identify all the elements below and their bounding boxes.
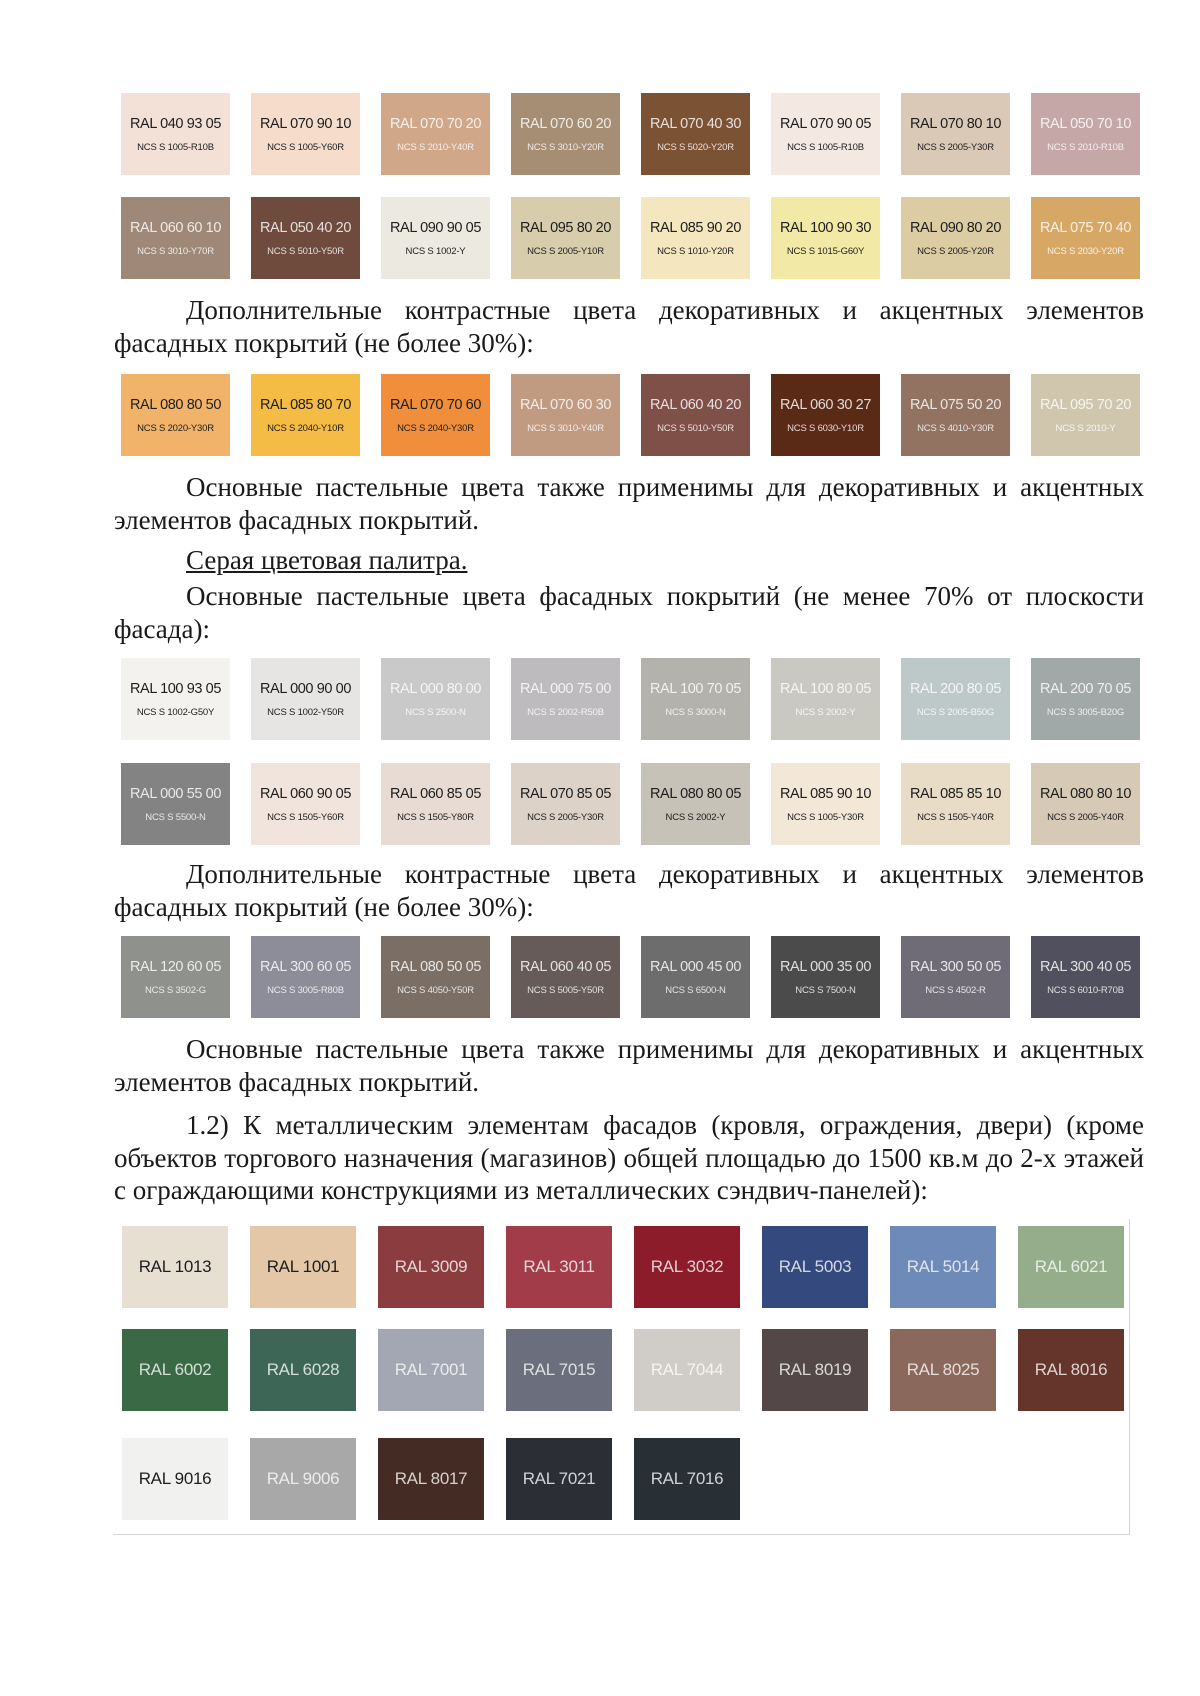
swatch-ncs-code: NCS S 1005-R10B bbox=[787, 141, 864, 153]
metal-color-swatch bbox=[1018, 1329, 1124, 1411]
metal-color-swatch bbox=[122, 1438, 228, 1520]
color-swatch bbox=[901, 374, 1010, 456]
swatch-ral-code: RAL 8025 bbox=[906, 1360, 980, 1379]
color-swatch bbox=[771, 763, 880, 845]
color-swatch bbox=[641, 936, 750, 1018]
metal-color-swatch bbox=[250, 1329, 356, 1411]
swatch-ral-code: RAL 060 60 10 bbox=[129, 219, 221, 236]
swatch-ral-code: RAL 060 85 05 bbox=[389, 785, 481, 802]
swatch-ncs-code: NCS S 3005-R80B bbox=[267, 984, 344, 996]
paragraph-warm-pastel-note: Основные пастельные цвета также применимы для декоративных и акцентных элементов фасадных покрытий. bbox=[114, 472, 1144, 535]
swatch-ncs-code: NCS S 2020-Y30R bbox=[137, 422, 214, 434]
swatch-ral-code: RAL 085 85 10 bbox=[909, 785, 1001, 802]
swatch-ncs-code: NCS S 2005-Y10R bbox=[527, 245, 604, 257]
swatch-ral-code: RAL 7016 bbox=[650, 1469, 724, 1488]
swatch-ral-code: RAL 200 80 05 bbox=[909, 680, 1001, 697]
color-swatch bbox=[251, 936, 360, 1018]
swatch-ral-code: RAL 075 70 40 bbox=[1039, 219, 1131, 236]
swatch-ral-code: RAL 100 93 05 bbox=[129, 680, 221, 697]
swatch-ral-code: RAL 070 60 30 bbox=[519, 396, 611, 413]
color-swatch bbox=[381, 658, 490, 740]
swatch-ral-code: RAL 300 50 05 bbox=[909, 958, 1001, 975]
color-swatch bbox=[641, 763, 750, 845]
swatch-ral-code: RAL 7021 bbox=[522, 1469, 596, 1488]
metal-color-swatch bbox=[378, 1226, 484, 1308]
color-swatch bbox=[1031, 763, 1140, 845]
color-swatch bbox=[1031, 374, 1140, 456]
swatch-ral-code: RAL 000 80 00 bbox=[389, 680, 481, 697]
swatch-ncs-code: NCS S 2040-Y10R bbox=[267, 422, 344, 434]
swatch-ncs-code: NCS S 2040-Y30R bbox=[397, 422, 474, 434]
paragraph-gray-pastel-intro: Основные пастельные цвета фасадных покрытий (не менее 70% от плоскости фасада): bbox=[114, 581, 1144, 644]
metal-swatch-row-1 bbox=[122, 1226, 1124, 1308]
metal-swatch-row-2 bbox=[122, 1329, 1124, 1411]
swatch-ral-code: RAL 085 90 10 bbox=[779, 785, 871, 802]
swatch-ncs-code: NCS S 2010-R10B bbox=[1047, 141, 1124, 153]
color-swatch bbox=[121, 658, 230, 740]
color-swatch bbox=[251, 374, 360, 456]
swatch-ral-code: RAL 120 60 05 bbox=[129, 958, 221, 975]
swatch-ral-code: RAL 075 50 20 bbox=[909, 396, 1001, 413]
swatch-ncs-code: NCS S 1002-Y50R bbox=[267, 706, 344, 718]
swatch-ncs-code: NCS S 2005-Y20R bbox=[917, 245, 994, 257]
color-swatch bbox=[771, 936, 880, 1018]
color-swatch bbox=[511, 93, 620, 175]
metal-color-swatch bbox=[762, 1329, 868, 1411]
color-swatch bbox=[381, 197, 490, 279]
swatch-ral-code: RAL 000 35 00 bbox=[779, 958, 871, 975]
color-swatch bbox=[121, 936, 230, 1018]
paragraph-gray-pastel-note: Основные пастельные цвета также применимы для декоративных и акцентных элементов фасадных покрытий. bbox=[114, 1034, 1144, 1097]
swatch-ral-code: RAL 060 40 05 bbox=[519, 958, 611, 975]
metal-color-swatch bbox=[506, 1438, 612, 1520]
swatch-ral-code: RAL 5014 bbox=[906, 1257, 980, 1276]
swatch-ncs-code: NCS S 1005-R10B bbox=[137, 141, 214, 153]
swatch-ncs-code: NCS S 1015-G60Y bbox=[786, 245, 865, 257]
color-swatch bbox=[121, 374, 230, 456]
swatch-ncs-code: NCS S 1505-Y60R bbox=[267, 811, 344, 823]
swatch-ncs-code: NCS S 1005-Y60R bbox=[267, 141, 344, 153]
color-swatch bbox=[1031, 93, 1140, 175]
swatch-ral-code: RAL 095 70 20 bbox=[1039, 396, 1131, 413]
swatch-ral-code: RAL 6002 bbox=[138, 1360, 212, 1379]
color-swatch bbox=[511, 197, 620, 279]
swatch-ncs-code: NCS S 3005-B20G bbox=[1046, 706, 1125, 718]
color-swatch bbox=[121, 93, 230, 175]
swatch-ral-code: RAL 060 30 27 bbox=[779, 396, 871, 413]
swatch-ncs-code: NCS S 2005-Y40R bbox=[1047, 811, 1124, 823]
swatch-ncs-code: NCS S 5005-Y50R bbox=[527, 984, 604, 996]
swatch-ncs-code: NCS S 1010-Y20R bbox=[657, 245, 734, 257]
swatch-ncs-code: NCS S 6030-Y10R bbox=[787, 422, 864, 434]
swatch-ral-code: RAL 070 40 30 bbox=[649, 115, 741, 132]
swatch-ncs-code: NCS S 6500-N bbox=[665, 984, 726, 996]
swatch-ral-code: RAL 100 90 30 bbox=[779, 219, 871, 236]
color-swatch bbox=[901, 197, 1010, 279]
swatch-ral-code: RAL 080 50 05 bbox=[389, 958, 481, 975]
swatch-ncs-code: NCS S 4050-Y50R bbox=[397, 984, 474, 996]
metal-color-swatch bbox=[890, 1329, 996, 1411]
swatch-ncs-code: NCS S 7500-N bbox=[795, 984, 856, 996]
swatch-ral-code: RAL 080 80 50 bbox=[129, 396, 221, 413]
swatch-ncs-code: NCS S 1505-Y40R bbox=[917, 811, 994, 823]
swatch-ral-code: RAL 100 80 05 bbox=[779, 680, 871, 697]
color-swatch bbox=[121, 197, 230, 279]
color-swatch bbox=[121, 763, 230, 845]
swatch-ral-code: RAL 7001 bbox=[394, 1360, 468, 1379]
color-swatch bbox=[901, 936, 1010, 1018]
swatch-ral-code: RAL 1013 bbox=[138, 1257, 212, 1276]
swatch-ncs-code: NCS S 5020-Y20R bbox=[657, 141, 734, 153]
gray-accent-swatch-row bbox=[121, 936, 1140, 1018]
swatch-ncs-code: NCS S 2002-Y bbox=[665, 811, 726, 823]
swatch-ral-code: RAL 070 70 20 bbox=[389, 115, 481, 132]
swatch-ral-code: RAL 085 90 20 bbox=[649, 219, 741, 236]
color-swatch bbox=[251, 197, 360, 279]
swatch-ncs-code: NCS S 1505-Y80R bbox=[397, 811, 474, 823]
swatch-ral-code: RAL 090 80 20 bbox=[909, 219, 1001, 236]
swatch-ral-code: RAL 3011 bbox=[523, 1257, 595, 1276]
color-swatch bbox=[901, 763, 1010, 845]
color-swatch bbox=[771, 93, 880, 175]
swatch-ncs-code: NCS S 2002-R50B bbox=[527, 706, 604, 718]
metal-color-swatch bbox=[890, 1226, 996, 1308]
swatch-ral-code: RAL 090 90 05 bbox=[389, 219, 481, 236]
color-swatch bbox=[771, 374, 880, 456]
gray-palette-heading: Серая цветовая палитра. bbox=[186, 545, 468, 575]
swatch-ncs-code: NCS S 2030-Y20R bbox=[1047, 245, 1124, 257]
color-swatch bbox=[511, 936, 620, 1018]
swatch-ncs-code: NCS S 1005-Y30R bbox=[787, 811, 864, 823]
swatch-ral-code: RAL 1001 bbox=[266, 1257, 340, 1276]
swatch-ral-code: RAL 040 93 05 bbox=[129, 115, 221, 132]
swatch-ral-code: RAL 070 85 05 bbox=[519, 785, 611, 802]
swatch-ncs-code: NCS S 4010-Y30R bbox=[917, 422, 994, 434]
metal-color-swatch bbox=[122, 1226, 228, 1308]
swatch-ral-code: RAL 6028 bbox=[266, 1360, 340, 1379]
swatch-ral-code: RAL 8019 bbox=[778, 1360, 852, 1379]
color-swatch bbox=[381, 374, 490, 456]
swatch-ncs-code: NCS S 1002-G50Y bbox=[136, 706, 215, 718]
swatch-ral-code: RAL 070 80 10 bbox=[909, 115, 1001, 132]
swatch-ral-code: RAL 000 55 00 bbox=[129, 785, 221, 802]
swatch-ral-code: RAL 070 90 05 bbox=[779, 115, 871, 132]
swatch-ncs-code: NCS S 2010-Y bbox=[1055, 422, 1116, 434]
swatch-ral-code: RAL 070 60 20 bbox=[519, 115, 611, 132]
swatch-ral-code: RAL 000 45 00 bbox=[649, 958, 741, 975]
swatch-ral-code: RAL 3032 bbox=[650, 1257, 724, 1276]
color-swatch bbox=[251, 658, 360, 740]
metal-color-swatch bbox=[762, 1226, 868, 1308]
metal-color-swatch bbox=[378, 1438, 484, 1520]
swatch-ral-code: RAL 070 70 60 bbox=[389, 396, 481, 413]
metal-color-panel bbox=[113, 1219, 1130, 1535]
color-swatch bbox=[381, 936, 490, 1018]
color-swatch bbox=[641, 197, 750, 279]
color-swatch bbox=[641, 658, 750, 740]
metal-color-swatch bbox=[634, 1329, 740, 1411]
color-swatch bbox=[641, 93, 750, 175]
metal-color-swatch bbox=[378, 1329, 484, 1411]
swatch-ncs-code: NCS S 3010-Y70R bbox=[137, 245, 214, 257]
swatch-ral-code: RAL 9006 bbox=[266, 1469, 340, 1488]
metal-color-swatch bbox=[250, 1438, 356, 1520]
swatch-ral-code: RAL 080 80 05 bbox=[649, 785, 741, 802]
color-swatch bbox=[901, 93, 1010, 175]
swatch-ral-code: RAL 300 60 05 bbox=[259, 958, 351, 975]
swatch-ral-code: RAL 200 70 05 bbox=[1039, 680, 1131, 697]
gray-swatch-row-1 bbox=[121, 658, 1140, 740]
color-swatch bbox=[771, 197, 880, 279]
swatch-ncs-code: NCS S 3010-Y20R bbox=[527, 141, 604, 153]
metal-color-swatch bbox=[250, 1226, 356, 1308]
color-swatch bbox=[251, 763, 360, 845]
swatch-ral-code: RAL 100 70 05 bbox=[649, 680, 741, 697]
paragraph-warm-accent-intro: Дополнительные контрастные цвета декоративных и акцентных элементов фасадных покрытий (не более 30%): bbox=[114, 295, 1144, 358]
swatch-ral-code: RAL 9016 bbox=[138, 1469, 212, 1488]
metal-color-swatch bbox=[1018, 1226, 1124, 1308]
metal-color-swatch bbox=[122, 1329, 228, 1411]
swatch-ral-code: RAL 000 75 00 bbox=[519, 680, 611, 697]
color-swatch bbox=[511, 763, 620, 845]
swatch-ncs-code: NCS S 5010-Y50R bbox=[267, 245, 344, 257]
color-swatch bbox=[381, 763, 490, 845]
color-swatch bbox=[641, 374, 750, 456]
color-swatch bbox=[251, 93, 360, 175]
paragraph-metal-elements: 1.2) К металлическим элементам фасадов (кровля, ограждения, двери) (кроме объектов торгового назначения (магазинов) общей площадью до 1500 кв.м до 2-х этажей с ограждающими конструкциями из металлических сэндвич-панелей): bbox=[114, 1110, 1144, 1205]
color-swatch bbox=[511, 374, 620, 456]
swatch-ncs-code: NCS S 3010-Y40R bbox=[527, 422, 604, 434]
gray-swatch-row-2 bbox=[121, 763, 1140, 845]
swatch-ncs-code: NCS S 2005-B50G bbox=[916, 706, 995, 718]
swatch-ncs-code: NCS S 2010-Y40R bbox=[397, 141, 474, 153]
swatch-ncs-code: NCS S 1002-Y bbox=[405, 245, 466, 257]
swatch-ral-code: RAL 095 80 20 bbox=[519, 219, 611, 236]
swatch-ncs-code: NCS S 2002-Y bbox=[795, 706, 856, 718]
swatch-ncs-code: NCS S 2005-Y30R bbox=[527, 811, 604, 823]
swatch-ral-code: RAL 3009 bbox=[394, 1257, 468, 1276]
color-swatch bbox=[901, 658, 1010, 740]
metal-color-swatch bbox=[634, 1438, 740, 1520]
warm-swatch-row-1 bbox=[121, 93, 1140, 175]
swatch-ral-code: RAL 000 90 00 bbox=[259, 680, 351, 697]
swatch-ral-code: RAL 060 90 05 bbox=[259, 785, 351, 802]
swatch-ncs-code: NCS S 2500-N bbox=[405, 706, 466, 718]
swatch-ral-code: RAL 8017 bbox=[394, 1469, 468, 1488]
swatch-ral-code: RAL 8016 bbox=[1034, 1360, 1108, 1379]
color-swatch bbox=[1031, 936, 1140, 1018]
swatch-ncs-code: NCS S 3000-N bbox=[665, 706, 726, 718]
warm-swatch-row-2 bbox=[121, 197, 1140, 279]
color-swatch bbox=[1031, 658, 1140, 740]
color-swatch bbox=[1031, 197, 1140, 279]
metal-color-swatch bbox=[506, 1329, 612, 1411]
swatch-ral-code: RAL 070 90 10 bbox=[259, 115, 351, 132]
swatch-ral-code: RAL 300 40 05 bbox=[1039, 958, 1131, 975]
color-swatch bbox=[511, 658, 620, 740]
color-swatch bbox=[771, 658, 880, 740]
swatch-ncs-code: NCS S 5010-Y50R bbox=[657, 422, 734, 434]
paragraph-gray-accent-intro: Дополнительные контрастные цвета декоративных и акцентных элементов фасадных покрытий (не более 30%): bbox=[114, 859, 1144, 922]
swatch-ncs-code: NCS S 2005-Y30R bbox=[917, 141, 994, 153]
swatch-ral-code: RAL 5003 bbox=[778, 1257, 852, 1276]
swatch-ral-code: RAL 060 40 20 bbox=[649, 396, 741, 413]
swatch-ral-code: RAL 050 70 10 bbox=[1039, 115, 1131, 132]
swatch-ncs-code: NCS S 4502-R bbox=[925, 984, 986, 996]
swatch-ral-code: RAL 6021 bbox=[1034, 1257, 1108, 1276]
swatch-ral-code: RAL 050 40 20 bbox=[259, 219, 351, 236]
metal-color-swatch bbox=[506, 1226, 612, 1308]
metal-color-swatch bbox=[634, 1226, 740, 1308]
metal-swatch-row-3 bbox=[122, 1438, 740, 1520]
warm-accent-swatch-row bbox=[121, 374, 1140, 456]
swatch-ral-code: RAL 7044 bbox=[650, 1360, 724, 1379]
swatch-ral-code: RAL 7015 bbox=[522, 1360, 596, 1379]
swatch-ncs-code: NCS S 3502-G bbox=[145, 984, 206, 996]
swatch-ral-code: RAL 085 80 70 bbox=[259, 396, 351, 413]
swatch-ral-code: RAL 080 80 10 bbox=[1039, 785, 1131, 802]
swatch-ncs-code: NCS S 6010-R70B bbox=[1047, 984, 1124, 996]
color-swatch bbox=[381, 93, 490, 175]
swatch-ncs-code: NCS S 5500-N bbox=[145, 811, 206, 823]
